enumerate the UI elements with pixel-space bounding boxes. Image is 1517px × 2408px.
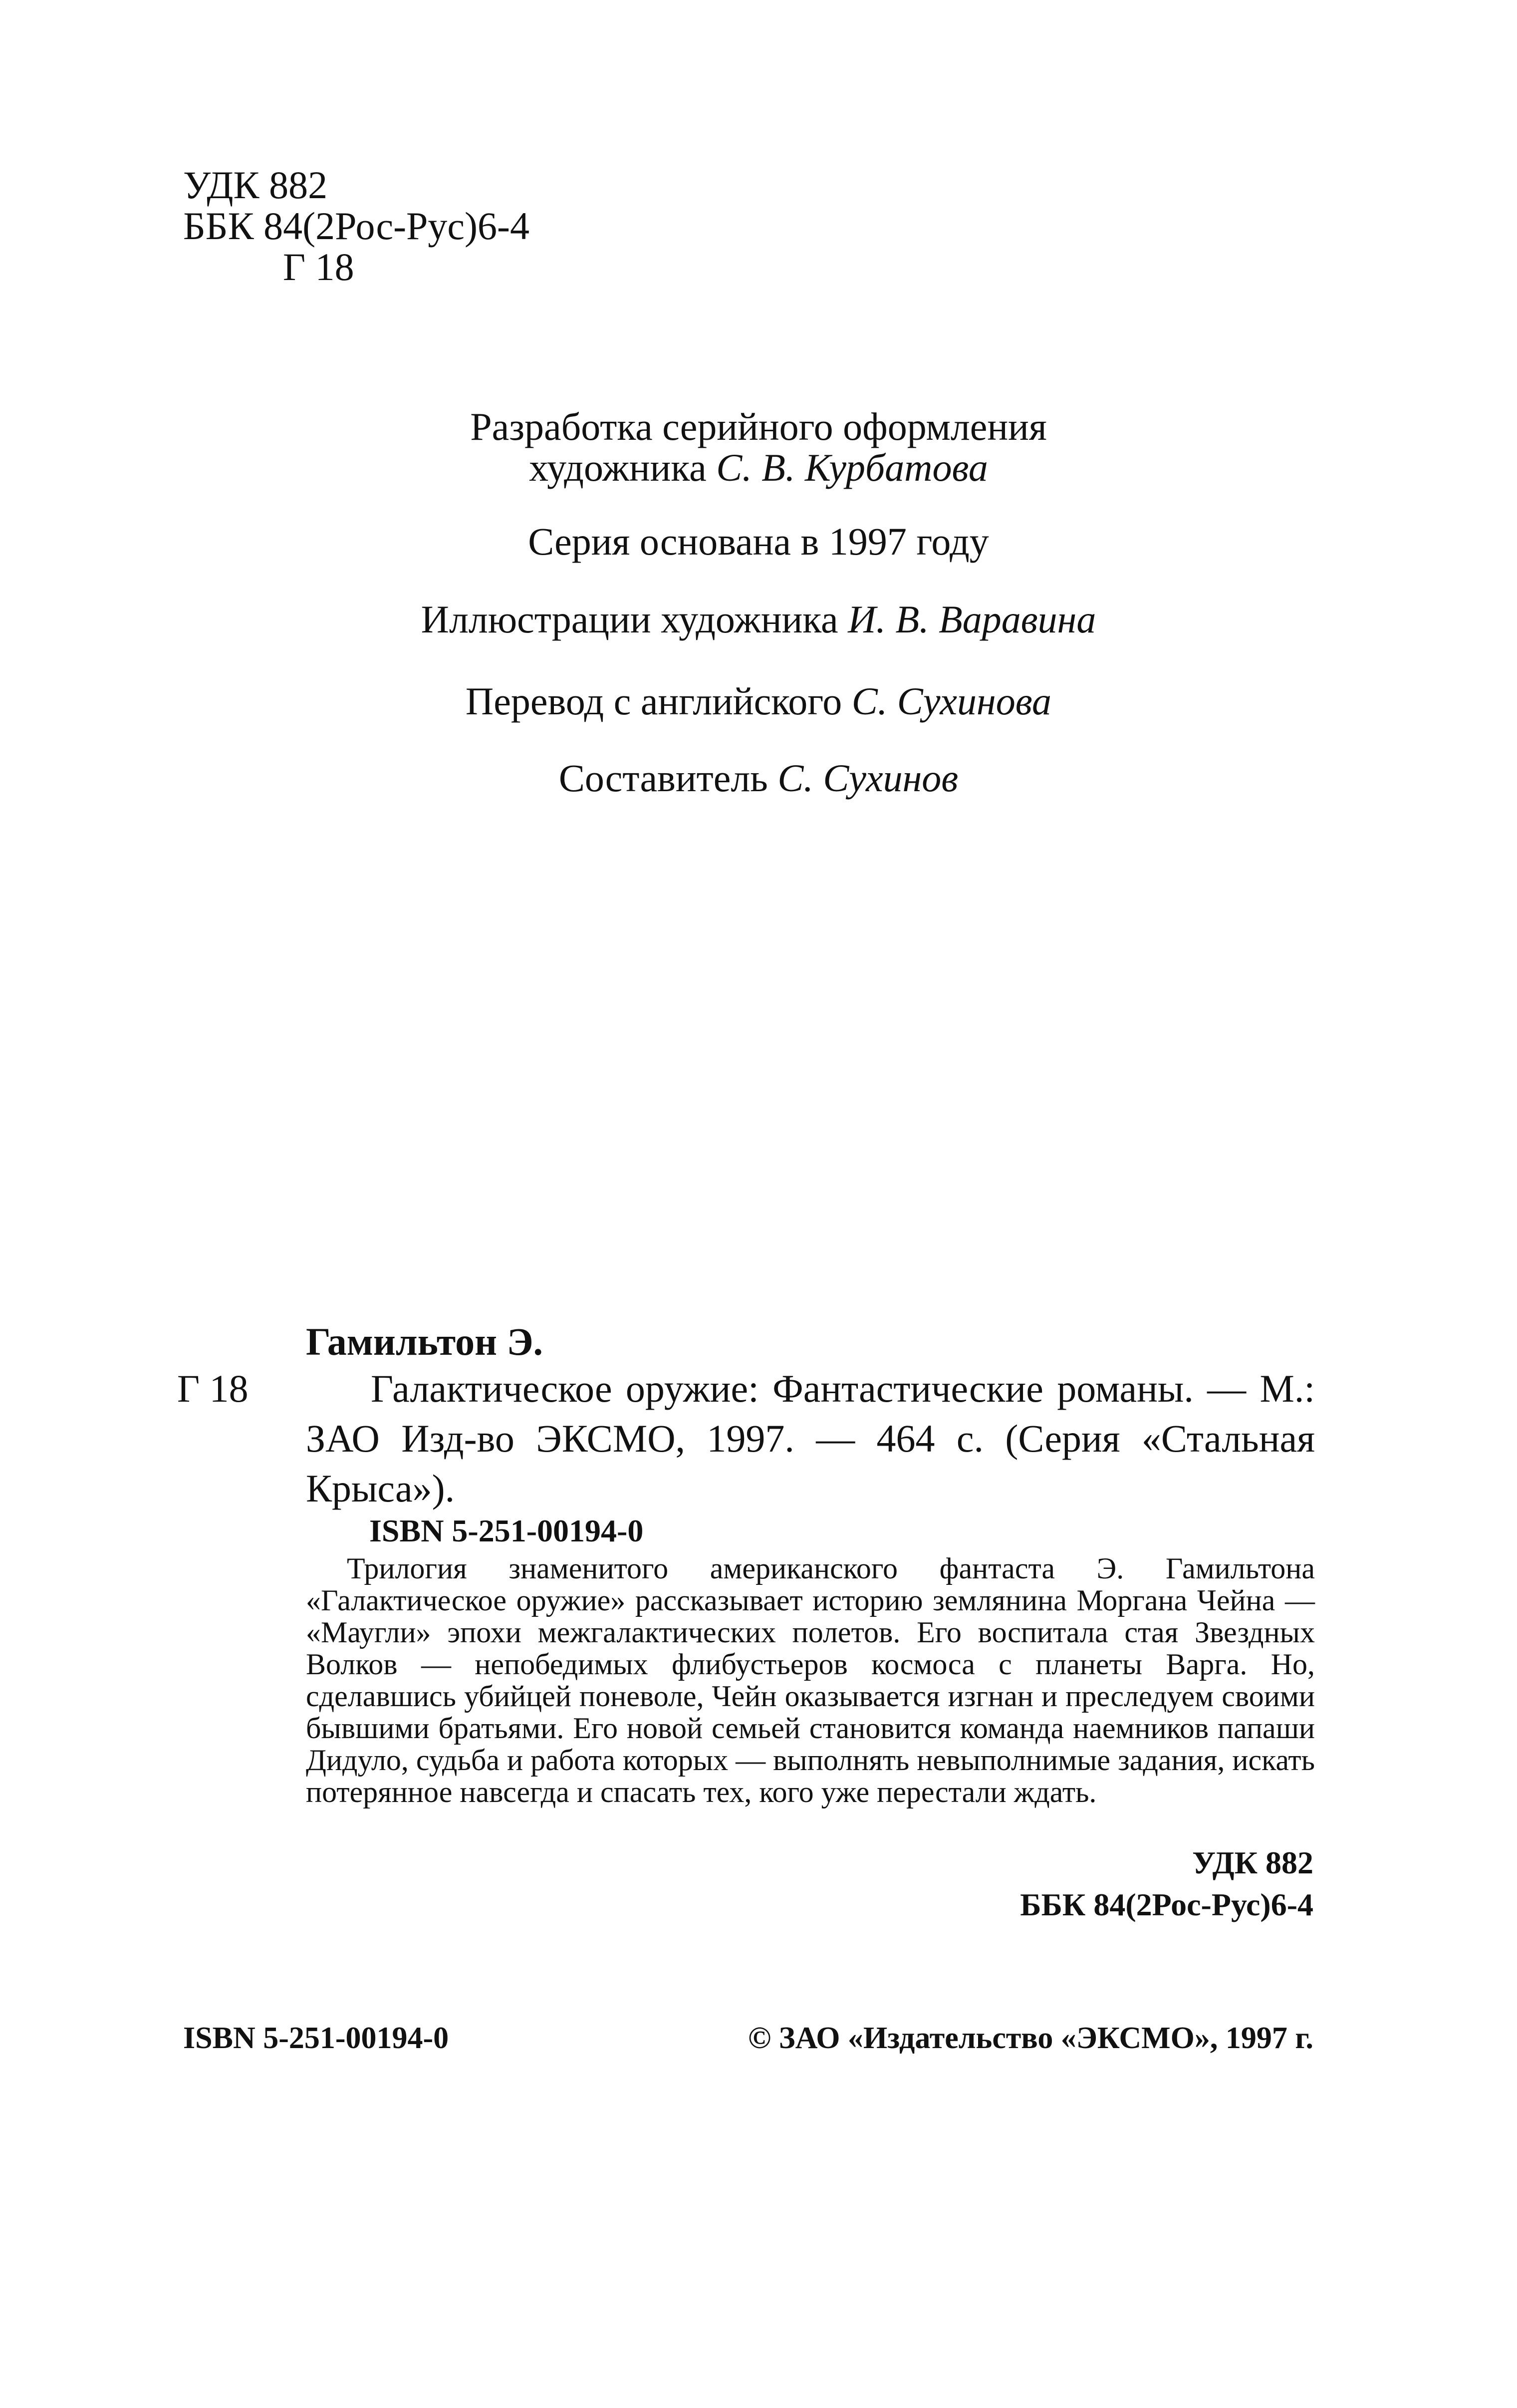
- catalog-author: Гамильтон Э.: [306, 1320, 543, 1363]
- series-founded: Серия основана в 1997 году: [528, 520, 989, 563]
- catalog-code: Г 18: [177, 1367, 249, 1410]
- illustrations-name: И. В. Варавина: [848, 598, 1096, 641]
- translation-credit: [0, 679, 1517, 724]
- catalog-annotation: Трилогия знаменитого американского фантаста Э. Гамильтона «Галактическое оружие» рассказывает историю землянина Моргана Чейна — «Маугли» эпохи межгалактических полетов. Его воспитала стая Звездных Волков — непобедимых флибустьеров космоса с планеты Варга. Но, сделавшись убийцей поневоле, Чейн оказывается изгнан и преследуем своими бывшими братьями. Его новой семьей становится команда наемников папаши Дидуло, судьба и работа которых — выполнять невыполнимые задания, искать потерянное навсегда и спасать тех, кого уже перестали ждать.: [306, 1552, 1315, 1808]
- design-credit-line1: Разработка серийного оформления: [470, 405, 1047, 448]
- catalog-bbk: ББК 84(2Рос-Рус)6-4: [1020, 1887, 1313, 1922]
- bbk-code: ББК 84(2Рос-Рус)6-4: [183, 204, 530, 248]
- udk-code: УДК 882: [183, 163, 328, 207]
- translation-name: С. Сухинова: [851, 679, 1052, 723]
- catalog-isbn: ISBN 5-251-00194-0: [369, 1513, 644, 1548]
- footer-copyright: © ЗАО «Издательство «ЭКСМО», 1997 г.: [748, 2021, 1313, 2055]
- illustrations-prefix: Иллюстрации художника: [421, 598, 848, 641]
- compiler-prefix: Составитель: [558, 756, 778, 800]
- translation-prefix: Перевод с английского: [465, 679, 852, 723]
- classification-block: [183, 165, 529, 288]
- illustrations-credit: [0, 597, 1517, 642]
- catalog-udk: УДК 882: [1192, 1845, 1313, 1880]
- compiler-credit: [0, 756, 1517, 801]
- catalog-description: Галактическое оружие: Фантастические романы. — М.: ЗАО Изд-во ЭКСМО, 1997. — 464 с. (Серия «Стальная Крыса»).: [306, 1367, 1315, 1510]
- design-credit-name: С. В. Курбатова: [716, 446, 988, 489]
- author-mark: Г 18: [283, 245, 354, 289]
- design-credit-prefix: художника: [529, 446, 717, 489]
- compiler-name: С. Сухинов: [777, 756, 959, 800]
- catalog-classification: [1020, 1842, 1313, 1926]
- footer-isbn: ISBN 5-251-00194-0: [183, 2021, 449, 2055]
- design-credit-line2: [0, 445, 1517, 490]
